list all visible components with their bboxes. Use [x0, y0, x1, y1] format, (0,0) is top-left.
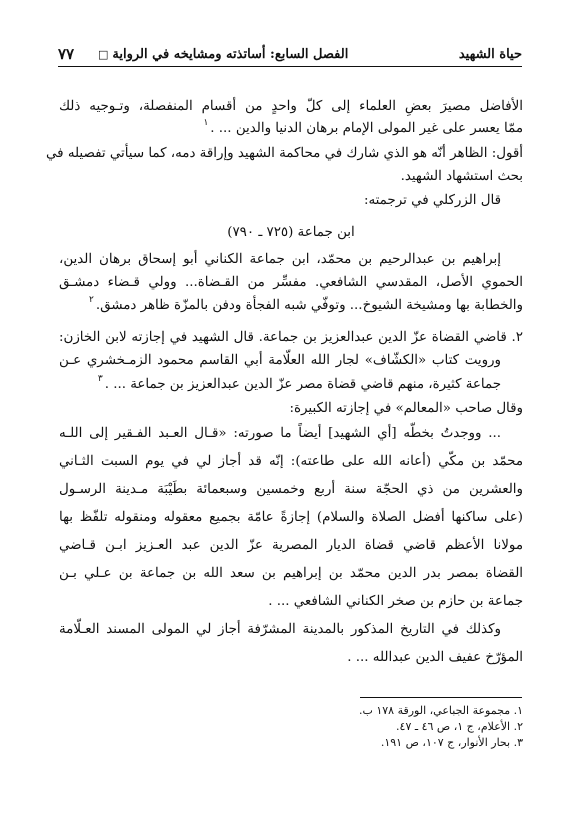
- text-line: [59, 295, 523, 318]
- text-line-content: ورويت كتاب «الكشّاف» لجار الله العلّامة أبي القاسم محمود الزمـخشري عـن: [59, 353, 501, 368]
- text-line: [59, 96, 523, 118]
- footnote: ٣. بحار الأنوار، ج ١٠٧، ص ١٩١.: [380, 736, 523, 749]
- quote-line: [59, 535, 523, 557]
- text-line-content: محمّد بن مكّي (أعانه الله على طاعته): إنّه قد أجاز لي في يوم السبت الثـاني: [59, 454, 523, 469]
- quote-line: [59, 563, 523, 585]
- quote-line: [59, 423, 501, 445]
- running-header: [58, 44, 522, 66]
- text-line-content: ٢. قاضي القضاة عزّ الدين عبدالعزيز بن جماعة. قال الشهيد في إجازته لابن الخازن:: [59, 330, 523, 345]
- text-line-content: مولانا الأعظم قاضي قضاة الديار المصرية عزّ الدين عبد العـزيز ابـن قـاضي: [59, 538, 523, 553]
- text-line-content: جماعة كثيرة، منهم قاضي قضاة مصر عزّ الدين عبدالعزيز بن جماعة ... .: [104, 377, 501, 392]
- quote-line: [59, 451, 523, 473]
- chapter-title-text: الفصل السابع: أساتذته ومشايخه في الرواية: [112, 47, 349, 62]
- text-line: [59, 350, 501, 372]
- footnote-marker: ٢: [88, 295, 94, 305]
- footnote: ٢. الأعلام، ج ١، ص ٤٦ ـ ٤٧.: [396, 720, 523, 733]
- header-separator-icon: □: [98, 48, 109, 61]
- subheading: [59, 222, 523, 244]
- text-line: [59, 398, 523, 420]
- text-line-content: وكذلك في التاريخ المذكور بالمدينة المشرّفة أجاز لي المولى المسند العـلّامة: [59, 622, 501, 637]
- footnote-marker: ٣: [97, 374, 103, 384]
- text-line: [59, 272, 523, 294]
- text-line: [59, 190, 501, 212]
- text-line: [59, 166, 523, 188]
- quote-line: [59, 591, 523, 613]
- text-line: [59, 374, 501, 397]
- text-line-content: ممّا يعسر على غير المولى الإمام برهان الدنيا والدين ... .: [210, 121, 523, 136]
- footnote: ١. مجموعة الجباعي، الورقة ١٧٨ ب.: [358, 704, 523, 717]
- text-line-content: والخطابة بها ومشيخة الشيوخ... وتوفّي شبه الفجأة ودفن بالمزّة ظاهر دمشق.: [95, 298, 523, 313]
- text-line: [59, 327, 523, 349]
- quote-line: [59, 479, 523, 501]
- quote-line: [59, 619, 501, 641]
- text-line-content: أقول: الظاهر أنّه هو الذي شارك في محاكمة الشهيد وإراقة دمه، كما سيأتي تفصيله في: [46, 146, 523, 161]
- text-line: [59, 118, 523, 141]
- subheading-text: ابن جماعة (٧٢٥ ـ ٧٩٠): [227, 225, 355, 240]
- footnote-rule: [360, 697, 522, 698]
- text-line-content: وقال صاحب «المعالم» في إجازته الكبيرة:: [289, 401, 523, 416]
- quote-line: [59, 647, 523, 669]
- quote-line: [59, 507, 523, 529]
- header-rule: [58, 66, 522, 67]
- text-line-content: قال الزركلي في ترجمته:: [363, 193, 501, 208]
- book-title: حياة الشهيد: [458, 47, 522, 62]
- text-line-content: جماعة بن حازم بن صخر الكناني الشافعي ... .: [268, 594, 523, 609]
- chapter-title: [94, 47, 348, 62]
- text-line-content: (على ساكنها أفضل الصلاة والسلام) إجازةً عامّة بجميع معقوله ومنقوله تلفّظ بها: [59, 510, 523, 525]
- text-line-content: بحث استشهاد الشهيد.: [400, 169, 523, 184]
- text-line-content: القضاة بمصر بدر الدين محمّد بن إبراهيم بن سعد الله بن جماعة بن عـلي بـن: [59, 566, 523, 581]
- text-line-content: الحموي الأصل، المقدسي الشافعي. مفسِّر من القـضاة... وولي قـضاء دمشـق: [59, 275, 523, 290]
- text-line-content: ... ووجدتُ بخطّه [أي الشهيد] أيضاً ما صورته: «قـال العـبد الفـقير إلى اللـه: [59, 426, 501, 441]
- text-line-content: والعشرين من ذي الحجّة سنة أربع وخمسين وسبعمائة بطَيْبَة مـدينة الرسـول: [59, 482, 523, 497]
- text-line-content: المؤرّخ عفيف الدين عبدالله ... .: [347, 650, 523, 665]
- footnote-marker: ١: [203, 118, 209, 128]
- text-line-content: إبراهيم بن عبدالرحيم بن محمّد، ابن جماعة الكناني أبو إسحاق برهان الدين،: [59, 252, 501, 267]
- text-line: [46, 143, 523, 165]
- page-number: ٧٧: [58, 45, 75, 63]
- text-line-content: الأفاضل مصيرَ بعضِ العلماء إلى كلّ واحدٍ من أقسام المنفصلة، وتـوجيه ذلك: [59, 99, 523, 114]
- text-line: [59, 249, 501, 271]
